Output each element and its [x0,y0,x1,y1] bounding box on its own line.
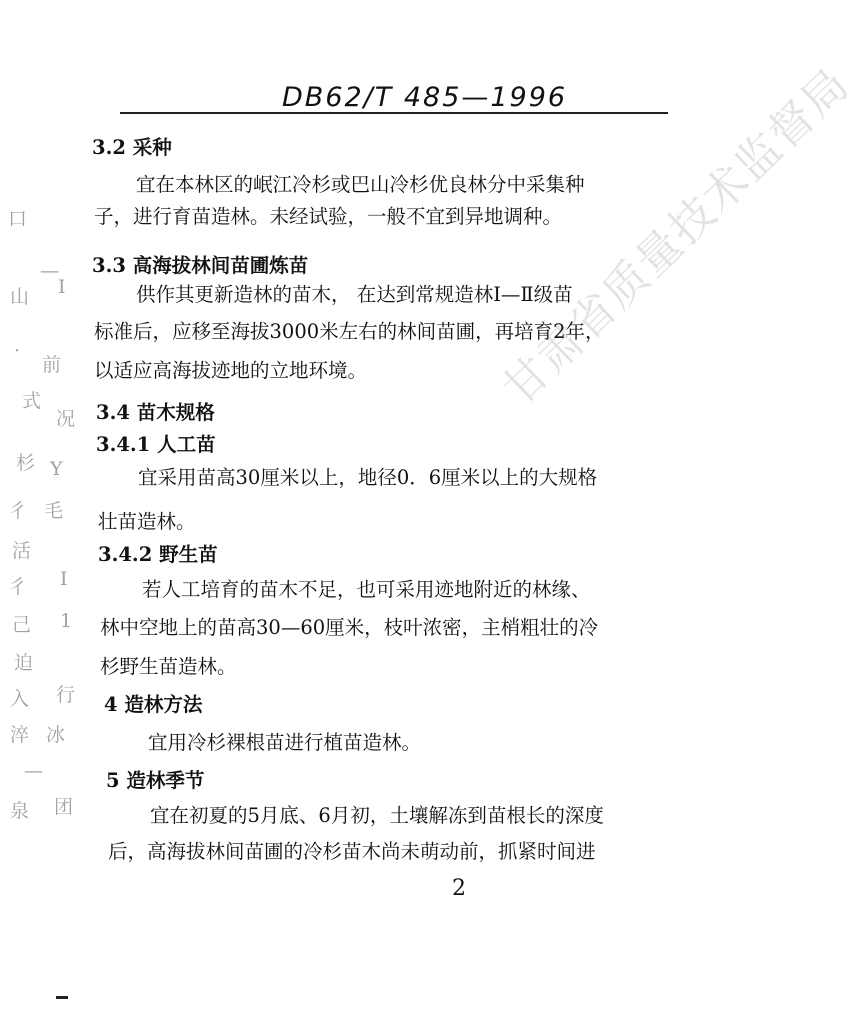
section-heading-3-3: 3.3 高海拔林间苗圃炼苗 [92,254,309,277]
paragraph-line: 宜在初夏的5月底、6月初，土壤解冻到苗根长的深度 [150,804,604,827]
section-heading-5: 5 造林季节 [106,769,205,792]
scan-noise: 口 — 山 I · 前 式 况 杉 Y 彳 毛 活 彳 Ⅰ 己 1 迫 入 行 淬 冰 — 泉 团 [8,208,76,822]
paragraph-line: 林中空地上的苗高30—60厘米，枝叶浓密，主梢粗壮的冷 [100,616,599,639]
section-heading-3-4-2: 3.4.2 野生苗 [98,543,218,566]
paragraph-line: 杉野生苗造林。 [100,655,237,678]
page-number: 2 [452,876,466,901]
watermark: 甘肃省质量技术监督局 [493,58,860,415]
section-heading-3-4: 3.4 苗木规格 [96,401,215,424]
section-heading-4: 4 造林方法 [104,693,203,716]
standard-code: DB62/T 485—1996 [282,82,568,113]
paragraph-line: 以适应高海拔迹地的立地环境。 [94,359,368,382]
paragraph-line: 后，高海拔林间苗圃的冷杉苗木尚未萌动前，抓紧时间进 [108,840,596,863]
header-rule [120,112,668,114]
paragraph-line: 壮苗造林。 [98,510,196,533]
section-heading-3-2: 3.2 采种 [92,136,172,159]
paragraph-line: 标准后，应移至海拔3000米左右的林间苗圃，再培育2年， [94,320,605,343]
paragraph-line: 子，进行育苗造林。未经试验，一般不宜到异地调种。 [94,205,563,228]
paragraph-line: 宜在本林区的岷江冷杉或巴山冷杉优良林分中采集种 [136,173,585,196]
paragraph-line: 若人工培育的苗木不足，也可采用迹地附近的林缘、 [142,578,591,601]
section-heading-3-4-1: 3.4.1 人工苗 [96,433,216,456]
paragraph-line: 宜采用苗高30厘米以上，地径0．6厘米以上的大规格 [138,466,598,489]
paragraph-line: 宜用冷杉裸根苗进行植苗造林。 [148,731,422,754]
paragraph-line: 供作其更新造林的苗木， 在达到常规造林Ⅰ—Ⅱ级苗 [136,283,573,306]
scan-mark [56,996,68,999]
